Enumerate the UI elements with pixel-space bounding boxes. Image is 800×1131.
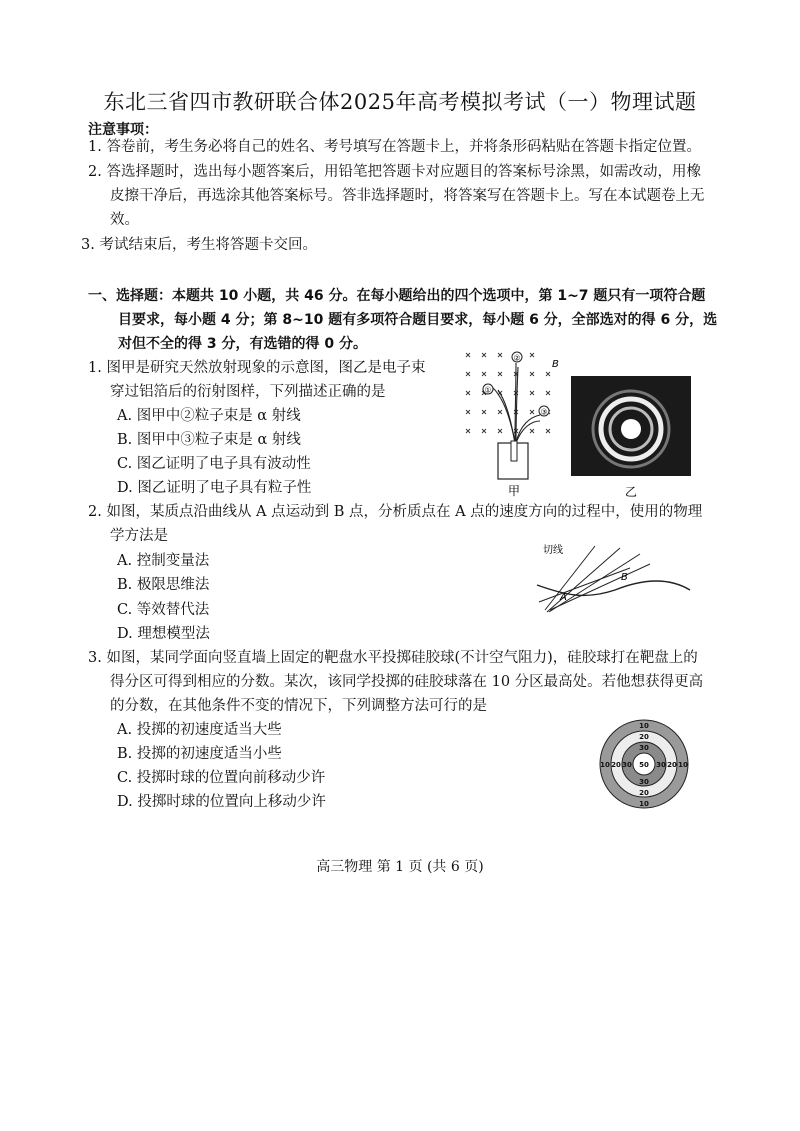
score-10-bottom: 10 (639, 800, 649, 808)
point-b-label: B (621, 572, 628, 583)
notice-item-3: 3. 考试结束后，考生将答题卡交回。 (81, 237, 317, 253)
q3-option-b: B. 投掷的初速度适当小些 (117, 746, 282, 762)
marker-2-label: ② (513, 353, 521, 363)
tangent-label: 切线 (543, 545, 563, 556)
q2-stem: 2. 如图，某质点沿曲线从 A 点运动到 B 点，分析质点在 A 点的速度方向的过程中，使用的物理 (88, 504, 703, 520)
label-b-field: B (552, 359, 559, 370)
page-title: 东北三省四市教研联合体2025年高考模拟考试（一）物理试题 (103, 90, 697, 114)
q3-option-d: D. 投掷时球的位置向上移动少许 (117, 794, 326, 810)
notice-item-2-cont2: 效。 (110, 212, 139, 228)
notice-item-2: 2. 答选择题时，选出每小题答案后，用铅笔把答题卡对应题目的答案标号涂黑，如需改动，用橡 (88, 164, 701, 180)
score-10-top: 10 (639, 722, 649, 730)
score-30-right: 30 (656, 761, 666, 769)
score-10-right: 10 (678, 761, 688, 769)
q3-stem-cont2: 的分数，在其他条件不变的情况下，下列调整方法可行的是 (110, 698, 487, 714)
diffraction-figure (570, 375, 693, 500)
q1-option-b: B. 图甲中③粒子束是 α 射线 (117, 432, 301, 448)
point-a-label: A (560, 592, 567, 603)
q3-stem-cont: 得分区可得到相应的分数。某次，该同学投掷的硅胶球落在 10 分区最高处。若他想获得更高 (110, 674, 704, 690)
dartboard-figure (598, 718, 690, 810)
q1-option-a: A. 图甲中②粒子束是 α 射线 (117, 408, 301, 424)
score-10-left: 10 (600, 761, 610, 769)
page-footer: 高三物理 第 1 页 (共 6 页) (316, 859, 484, 875)
q2-option-b: B. 极限思维法 (117, 577, 210, 593)
notice-heading: 注意事项： (88, 122, 158, 138)
notice-item-1: 1. 答卷前，考生务必将自己的姓名、考号填写在答题卡上，并将条形码粘贴在答题卡指定位置。 (88, 139, 701, 155)
label-yi: 乙 (625, 485, 638, 499)
q3-option-a: A. 投掷的初速度适当大些 (117, 722, 282, 738)
q3-stem: 3. 如图，某同学面向竖直墙上固定的靶盘水平投掷硅胶球(不计空气阻力)，硅胶球打在靶盘上的 (88, 650, 698, 666)
score-20-right: 20 (667, 761, 677, 769)
section-heading: 一、选择题：本题共 10 小题，共 46 分。在每小题给出的四个选项中，第 1~7 题只有一项符合题 (88, 288, 706, 304)
notice-item-2-cont: 皮擦干净后，再选涂其他答案标号。答非选择题时，将答案写在答题卡上。写在本试题卷上无 (110, 188, 705, 204)
score-20-bottom: 20 (639, 789, 649, 797)
q3-option-c: C. 投掷时球的位置向前移动少许 (117, 770, 326, 786)
q2-stem-cont: 学方法是 (110, 528, 168, 544)
score-20-left: 20 (611, 761, 621, 769)
score-30-bottom: 30 (639, 778, 649, 786)
q2-option-d: D. 理想模型法 (117, 626, 210, 642)
radioactivity-figure (460, 345, 565, 500)
score-30-left: 30 (622, 761, 632, 769)
q1-option-c: C. 图乙证明了电子具有波动性 (117, 456, 311, 472)
tangent-figure (525, 540, 695, 620)
source-slot (511, 441, 517, 461)
q1-stem-cont: 穿过铝箔后的衍射图样，下列描述正确的是 (110, 384, 386, 400)
score-50: 50 (639, 761, 649, 769)
score-30-top: 30 (639, 744, 649, 752)
q1-option-d: D. 图乙证明了电子具有粒子性 (117, 480, 312, 496)
central-spot (621, 419, 641, 439)
marker-3-label: ③ (540, 407, 548, 417)
label-jia: 甲 (508, 484, 521, 498)
q2-option-c: C. 等效替代法 (117, 602, 210, 618)
score-20-top: 20 (639, 733, 649, 741)
section-heading-cont: 目要求，每小题 4 分；第 8~10 题有多项符合题目要求，每小题 6 分，全部选对的得 6 分，选 (118, 312, 718, 328)
section-heading-cont2: 对但不全的得 3 分，有选错的得 0 分。 (118, 336, 367, 352)
marker-1-label: ① (484, 385, 492, 395)
q2-option-a: A. 控制变量法 (117, 553, 210, 569)
q1-stem: 1. 图甲是研究天然放射现象的示意图，图乙是电子束 (88, 360, 426, 376)
